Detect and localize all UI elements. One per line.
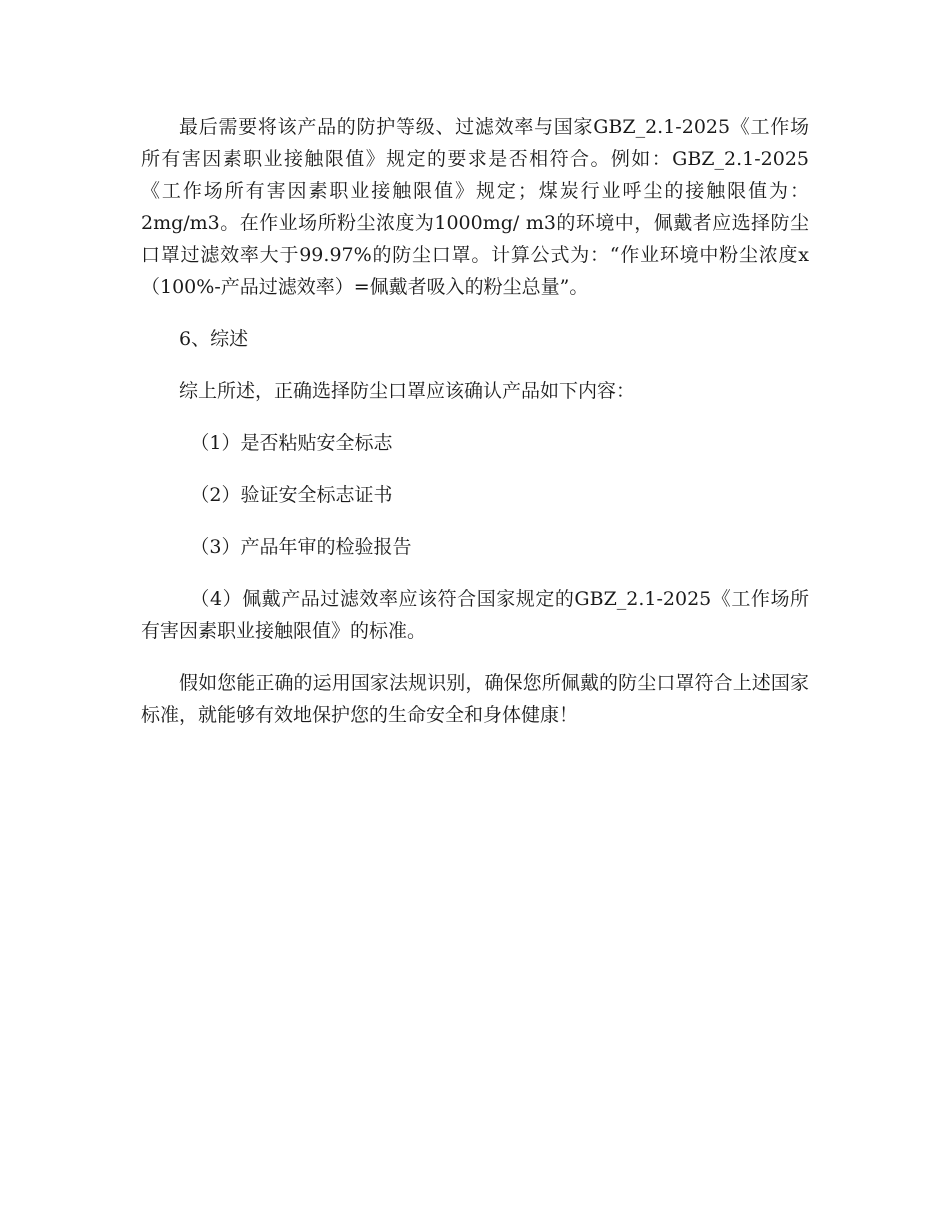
paragraph-conclusion: 假如您能正确的运用国家法规识别，确保您所佩戴的防尘口罩符合上述国家标准，就能够有效地保护您的生命安全和身体健康！ bbox=[141, 672, 809, 726]
paragraph-summary-intro: 综上所述，正确选择防尘口罩应该确认产品如下内容： bbox=[179, 380, 636, 402]
list-item-filter-standard: （4）佩戴产品过滤效率应该符合国家规定的GBZ_2.1-2025《工作场所有害因素职业接触限值》的标准。 bbox=[141, 588, 809, 642]
list-item-inspection-report: （3）产品年审的检验报告 bbox=[190, 536, 412, 558]
list-item-safety-mark: （1）是否粘贴安全标志 bbox=[190, 432, 393, 454]
paragraph-filter-efficiency: 最后需要将该产品的防护等级、过滤效率与国家GBZ_2.1-2025《工作场所有害因素职业接触限值》规定的要求是否相符合。例如：GBZ_2.1-2025《工作场所有害因素职业接触限值》规定；煤炭行业呼尘的接触限值为：2mg/m3。在作业场所粉尘浓度为1000mg/ m3的环境中，佩戴者应选择防尘口罩过滤效率大于99.97%的防尘口罩。计算公式为：“作业环境中粉尘浓度x（100%-产品过滤效率）=佩戴者吸入的粉尘总量”。 bbox=[141, 116, 809, 298]
section-heading-summary: 6、综述 bbox=[179, 328, 249, 350]
document-body bbox=[141, 111, 809, 731]
list-item-certificate: （2）验证安全标志证书 bbox=[190, 484, 393, 506]
